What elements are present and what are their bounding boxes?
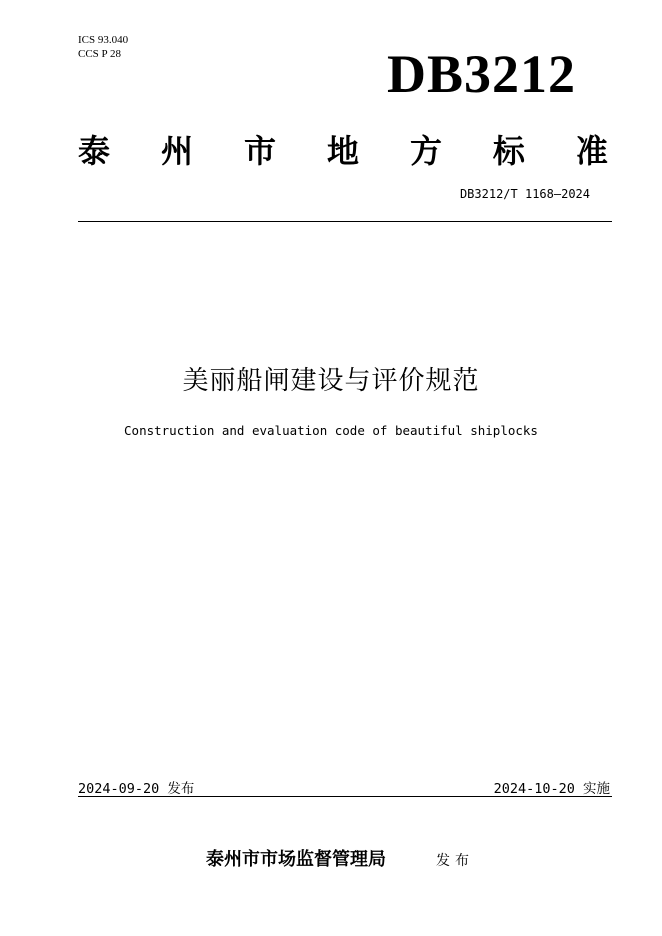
ics-code: ICS 93.040: [78, 34, 129, 46]
standard-type-char: 地: [326, 132, 359, 170]
standard-type-char: 准: [575, 132, 608, 170]
issue-label: 发布: [436, 853, 474, 869]
standard-type-heading: [78, 130, 608, 172]
publish-date: 2024-09-20 发布: [78, 781, 195, 797]
ccs-code: CCS P 28: [78, 48, 122, 60]
title-chinese: 美丽船闸建设与评价规范: [182, 366, 480, 396]
standard-type-char: 标: [492, 132, 525, 170]
classification-codes: [78, 33, 128, 61]
issuing-authority: 泰州市市场监督管理局: [206, 849, 386, 870]
footer-divider: [78, 796, 612, 797]
standard-type-char: 市: [243, 132, 276, 170]
implement-date: 2024-10-20 实施: [493, 781, 610, 797]
standard-code: DB3212: [386, 44, 576, 104]
title-english: Construction and evaluation code of beautiful shiplocks: [124, 423, 538, 438]
standard-type-char: 方: [409, 132, 442, 170]
standard-type-char: 州: [160, 132, 193, 170]
header-divider: [78, 221, 612, 222]
document-number: DB3212/T 1168—2024: [459, 187, 590, 201]
standard-type-char: 泰: [78, 132, 111, 170]
